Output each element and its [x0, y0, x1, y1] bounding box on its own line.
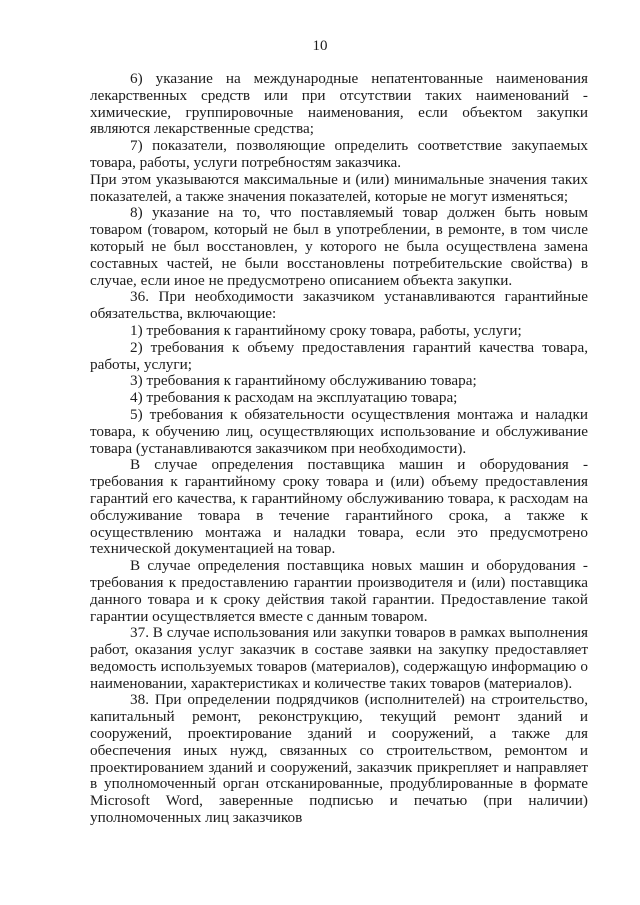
paragraph: 4) требования к расходам на эксплуатацию товара;	[130, 389, 458, 407]
paragraph: 38. При определении подрядчиков (исполнителей) на строительство, капитальный ремонт, реконструкцию, текущий ремонт зданий и сооружений, проектирование зданий и сооружений, а также для обеспечения иных нужд, связанных со строительством, ремонтом и проектированием зданий и сооружений, заказчик прикрепляет и направляет в уполномоченный орган отсканированные, продублированные в формате Microsoft Word, заверенные подписью и печатью (при наличии) уполномоченных лиц заказчиков	[90, 691, 588, 827]
paragraph: При этом указываются максимальные и (или) минимальные значения таких показателей, а также значения показателей, которые не могут изменяться;	[90, 170, 588, 205]
paragraph: В случае определения поставщика новых машин и оборудования - требования к предоставлению гарантии производителя и (или) поставщика данного товара и к сроку действия такой гарантии. Предоставление такой гарантии осуществляется вместе с данным товаром.	[90, 557, 588, 625]
paragraph: 3) требования к гарантийному обслуживанию товара;	[130, 372, 477, 390]
document-body	[90, 71, 588, 827]
paragraph: 37. В случае использования или закупки товаров в рамках выполнения работ, оказания услуг заказчик в составе заявки на закупку предоставляет ведомость используемых товаров (материалов), содержащую информацию о наименовании, характеристиках и количестве таких товаров (материалов).	[90, 624, 588, 692]
paragraph: 1) требования к гарантийному сроку товара, работы, услуги;	[130, 321, 522, 339]
page-number: 10	[312, 38, 328, 54]
paragraph: 5) требования к обязательности осуществления монтажа и наладки товара, к обучению лиц, осуществляющих использование и обслуживание товара (устанавливаются заказчиком при необходимости).	[90, 405, 588, 457]
paragraph: 6) указание на международные непатентованные наименования лекарственных средств или при отсутствии таких наименований - химические, группировочные наименования, если объектом закупки являются лекарственные средства;	[90, 70, 588, 138]
paragraph: 36. При необходимости заказчиком устанавливаются гарантийные обязательства, включающие:	[90, 288, 588, 323]
paragraph: В случае определения поставщика машин и оборудования - требования к гарантийному сроку товара и (или) объему предоставления гарантий его качества, к гарантийному обслуживанию товара, к расходам на обслуживание товара в течение гарантийного срока, а также к осуществлению монтажа и наладки товара, если это предусмотрено технической документацией на товар.	[90, 456, 588, 558]
paragraph: 7) показатели, позволяющие определить соответствие закупаемых товара, работы, услуги потребностям заказчика.	[90, 137, 588, 171]
paragraph: 2) требования к объему предоставления гарантий качества товара, работы, услуги;	[90, 338, 588, 373]
paragraph: 8) указание на то, что поставляемый товар должен быть новым товаром (товаром, который не был в употреблении, в ремонте, в том числе который не был восстановлен, у которого не была осуществлена замена составных частей, не были восстановлены потребительские свойства) в случае, если иное не предусмотрено описанием объекта закупки.	[90, 204, 588, 289]
